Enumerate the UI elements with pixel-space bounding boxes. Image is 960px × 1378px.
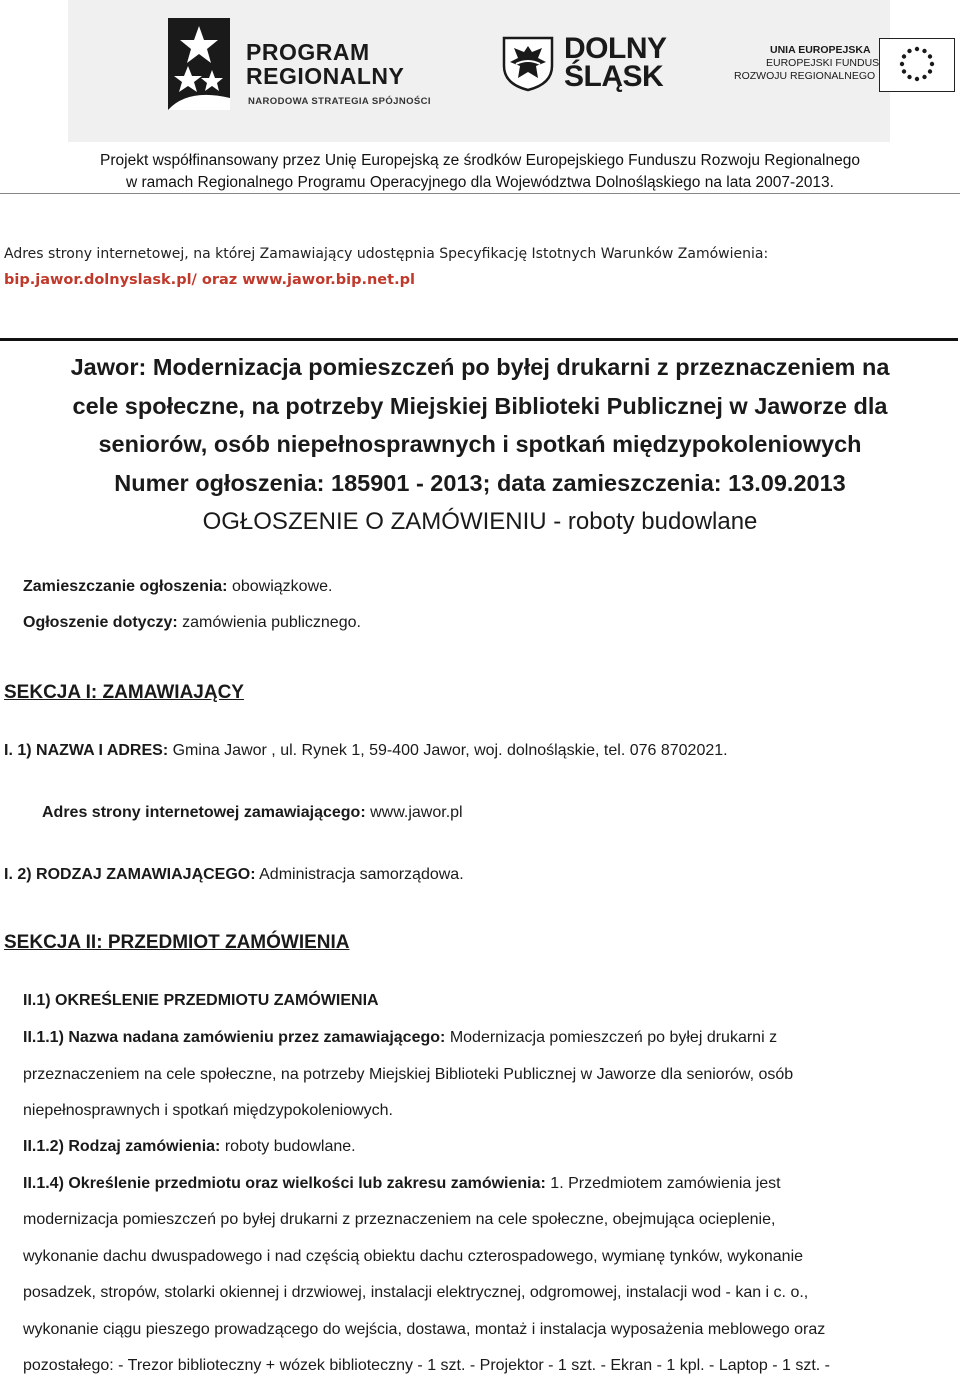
order-scope-row <box>23 1175 781 1193</box>
order-name-value-2: przeznaczeniem na cele społeczne, na potrzeby Miejskiej Biblioteki Publicznej w Jaworze dla seniorów, osób <box>23 1066 794 1083</box>
notice-number: Numer ogłoszenia: 185901 - 2013; data zamieszczenia: 13.09.2013 <box>114 470 846 496</box>
order-kind-value: roboty budowlane. <box>224 1138 356 1155</box>
placement-row <box>23 578 332 596</box>
section-2-heading: SEKCJA II: PRZEDMIOT ZAMÓWIENIA <box>4 932 350 953</box>
order-scope-value-5: wykonanie ciągu pieszego prowadzącego do wejścia, dostawa, montaż i instalacja wyposażenia meblowego oraz <box>23 1321 826 1338</box>
header-divider <box>0 193 960 194</box>
notice-title-line-2: cele społeczne, na potrzeby Miejskiej Biblioteki Publicznej w Jaworze dla <box>72 393 888 419</box>
program-regionalny-logo <box>168 14 448 114</box>
fundusz-label: EUROPEJSKI FUNDUSZ <box>766 57 886 69</box>
placement-label: Zamieszczanie ogłoszenia: <box>23 578 228 595</box>
order-scope-value-6: pozostałego: - Trezor biblioteczny + wózek biblioteczny - 1 szt. - Projektor - 1 szt. - Ekran - 1 kpl. - Laptop - 1 szt. - <box>23 1357 830 1374</box>
contracting-name-value: Gmina Jawor , ul. Rynek 1, 59-400 Jawor, woj. dolnośląskie, tel. 076 8702021. <box>172 742 728 759</box>
order-scope-label: II.1.4) Określenie przedmiotu oraz wielkości lub zakresu zamówienia: <box>23 1175 546 1192</box>
strategia-label: NARODOWA STRATEGIA SPÓJNOŚCI <box>248 96 431 107</box>
project-line-1: Projekt współfinansowany przez Unię Europejską ze środków Europejskiego Funduszu Rozwoju Regionalnego <box>100 152 860 169</box>
regionalny-label: REGIONALNY <box>246 63 405 89</box>
contracting-name-label: I. 1) NAZWA I ADRES: <box>4 742 169 759</box>
contracting-web-label: Adres strony internetowej zamawiającego: <box>42 804 366 821</box>
siwz-address-link[interactable]: bip.jawor.dolnyslask.pl/ oraz www.jawor.bip.net.pl <box>4 272 415 288</box>
contracting-web-row <box>42 804 463 822</box>
slask-label: ŚLĄSK <box>564 60 664 93</box>
subject-definition-heading <box>23 992 379 1010</box>
order-scope-value-3: wykonanie dachu dwuspadowego i nad częścią obiektu dachu czterospadowego, wymianę tynków, wykonanie <box>23 1248 804 1265</box>
program-regionalny-mark-icon <box>168 18 230 110</box>
concerns-row <box>23 614 361 632</box>
title-divider <box>0 338 958 341</box>
placement-value: obowiązkowe. <box>231 578 333 595</box>
concerns-label: Ogłoszenie dotyczy: <box>23 614 178 631</box>
program-label: PROGRAM <box>246 39 370 65</box>
order-kind-label: II.1.2) Rodzaj zamówienia: <box>23 1138 221 1155</box>
contracting-type-row <box>4 866 464 884</box>
order-scope-value-4: posadzek, stropów, stolarki okiennej i drzwiowej, instalacji elektrycznej, odgromowej, instalacji wod - kan i c. o., <box>23 1284 809 1301</box>
order-scope-value-1: 1. Przedmiotem zamówienia jest <box>550 1175 781 1192</box>
dolny-label: DOLNY <box>564 32 667 65</box>
order-kind-row <box>23 1138 356 1156</box>
order-name-value-1: Modernizacja pomieszczeń po byłej drukarni z <box>449 1029 778 1046</box>
eu-flag-icon <box>879 38 955 92</box>
contracting-type-value: Administracja samorządowa. <box>259 866 464 883</box>
subject-definition-label: II.1) OKREŚLENIE PRZEDMIOTU ZAMÓWIENIA <box>23 992 379 1009</box>
order-name-value-3: niepełnosprawnych i spotkań międzypokoleniowych. <box>23 1102 393 1119</box>
notice-title-line-3: seniorów, osób niepełnosprawnych i spotkań międzypokoleniowych <box>98 431 862 457</box>
concerns-value: zamówienia publicznego. <box>182 614 361 631</box>
logo-banner <box>68 0 890 142</box>
order-name-label: II.1.1) Nazwa nadana zamówieniu przez zamawiającego: <box>23 1029 446 1046</box>
contracting-type-label: I. 2) RODZAJ ZAMAWIAJĄCEGO: <box>4 866 256 883</box>
dolny-slask-logo <box>502 34 682 94</box>
eagle-shield-icon <box>502 36 554 92</box>
project-cofinancing-text <box>0 150 960 194</box>
siwz-address-label: Adres strony internetowej, na której Zamawiający udostępnia Specyfikację Istotnych Warunków Zamówienia: <box>4 246 769 262</box>
order-scope-value-2: modernizacja pomieszczeń po byłej drukarni z przeznaczeniem na cele społeczne, obejmująca ocieplenie, <box>23 1211 776 1228</box>
ue-label: UNIA EUROPEJSKA <box>770 44 871 56</box>
rozwoju-label: ROZWOJU REGIONALNEGO <box>734 70 876 82</box>
notice-title-line-1: Jawor: Modernizacja pomieszczeń po byłej drukarni z przeznaczeniem na <box>70 354 890 380</box>
contracting-web-link[interactable]: www.jawor.pl <box>370 804 463 821</box>
order-name-row <box>23 1029 777 1047</box>
notice-type: OGŁOSZENIE O ZAMÓWIENIU - roboty budowlane <box>202 508 758 535</box>
contracting-name-row <box>4 742 728 760</box>
section-1-heading: SEKCJA I: ZAMAWIAJĄCY <box>4 682 244 703</box>
project-line-2: w ramach Regionalnego Programu Operacyjnego dla Województwa Dolnośląskiego na lata 2007-2013. <box>126 174 834 191</box>
eu-logo <box>734 38 960 98</box>
